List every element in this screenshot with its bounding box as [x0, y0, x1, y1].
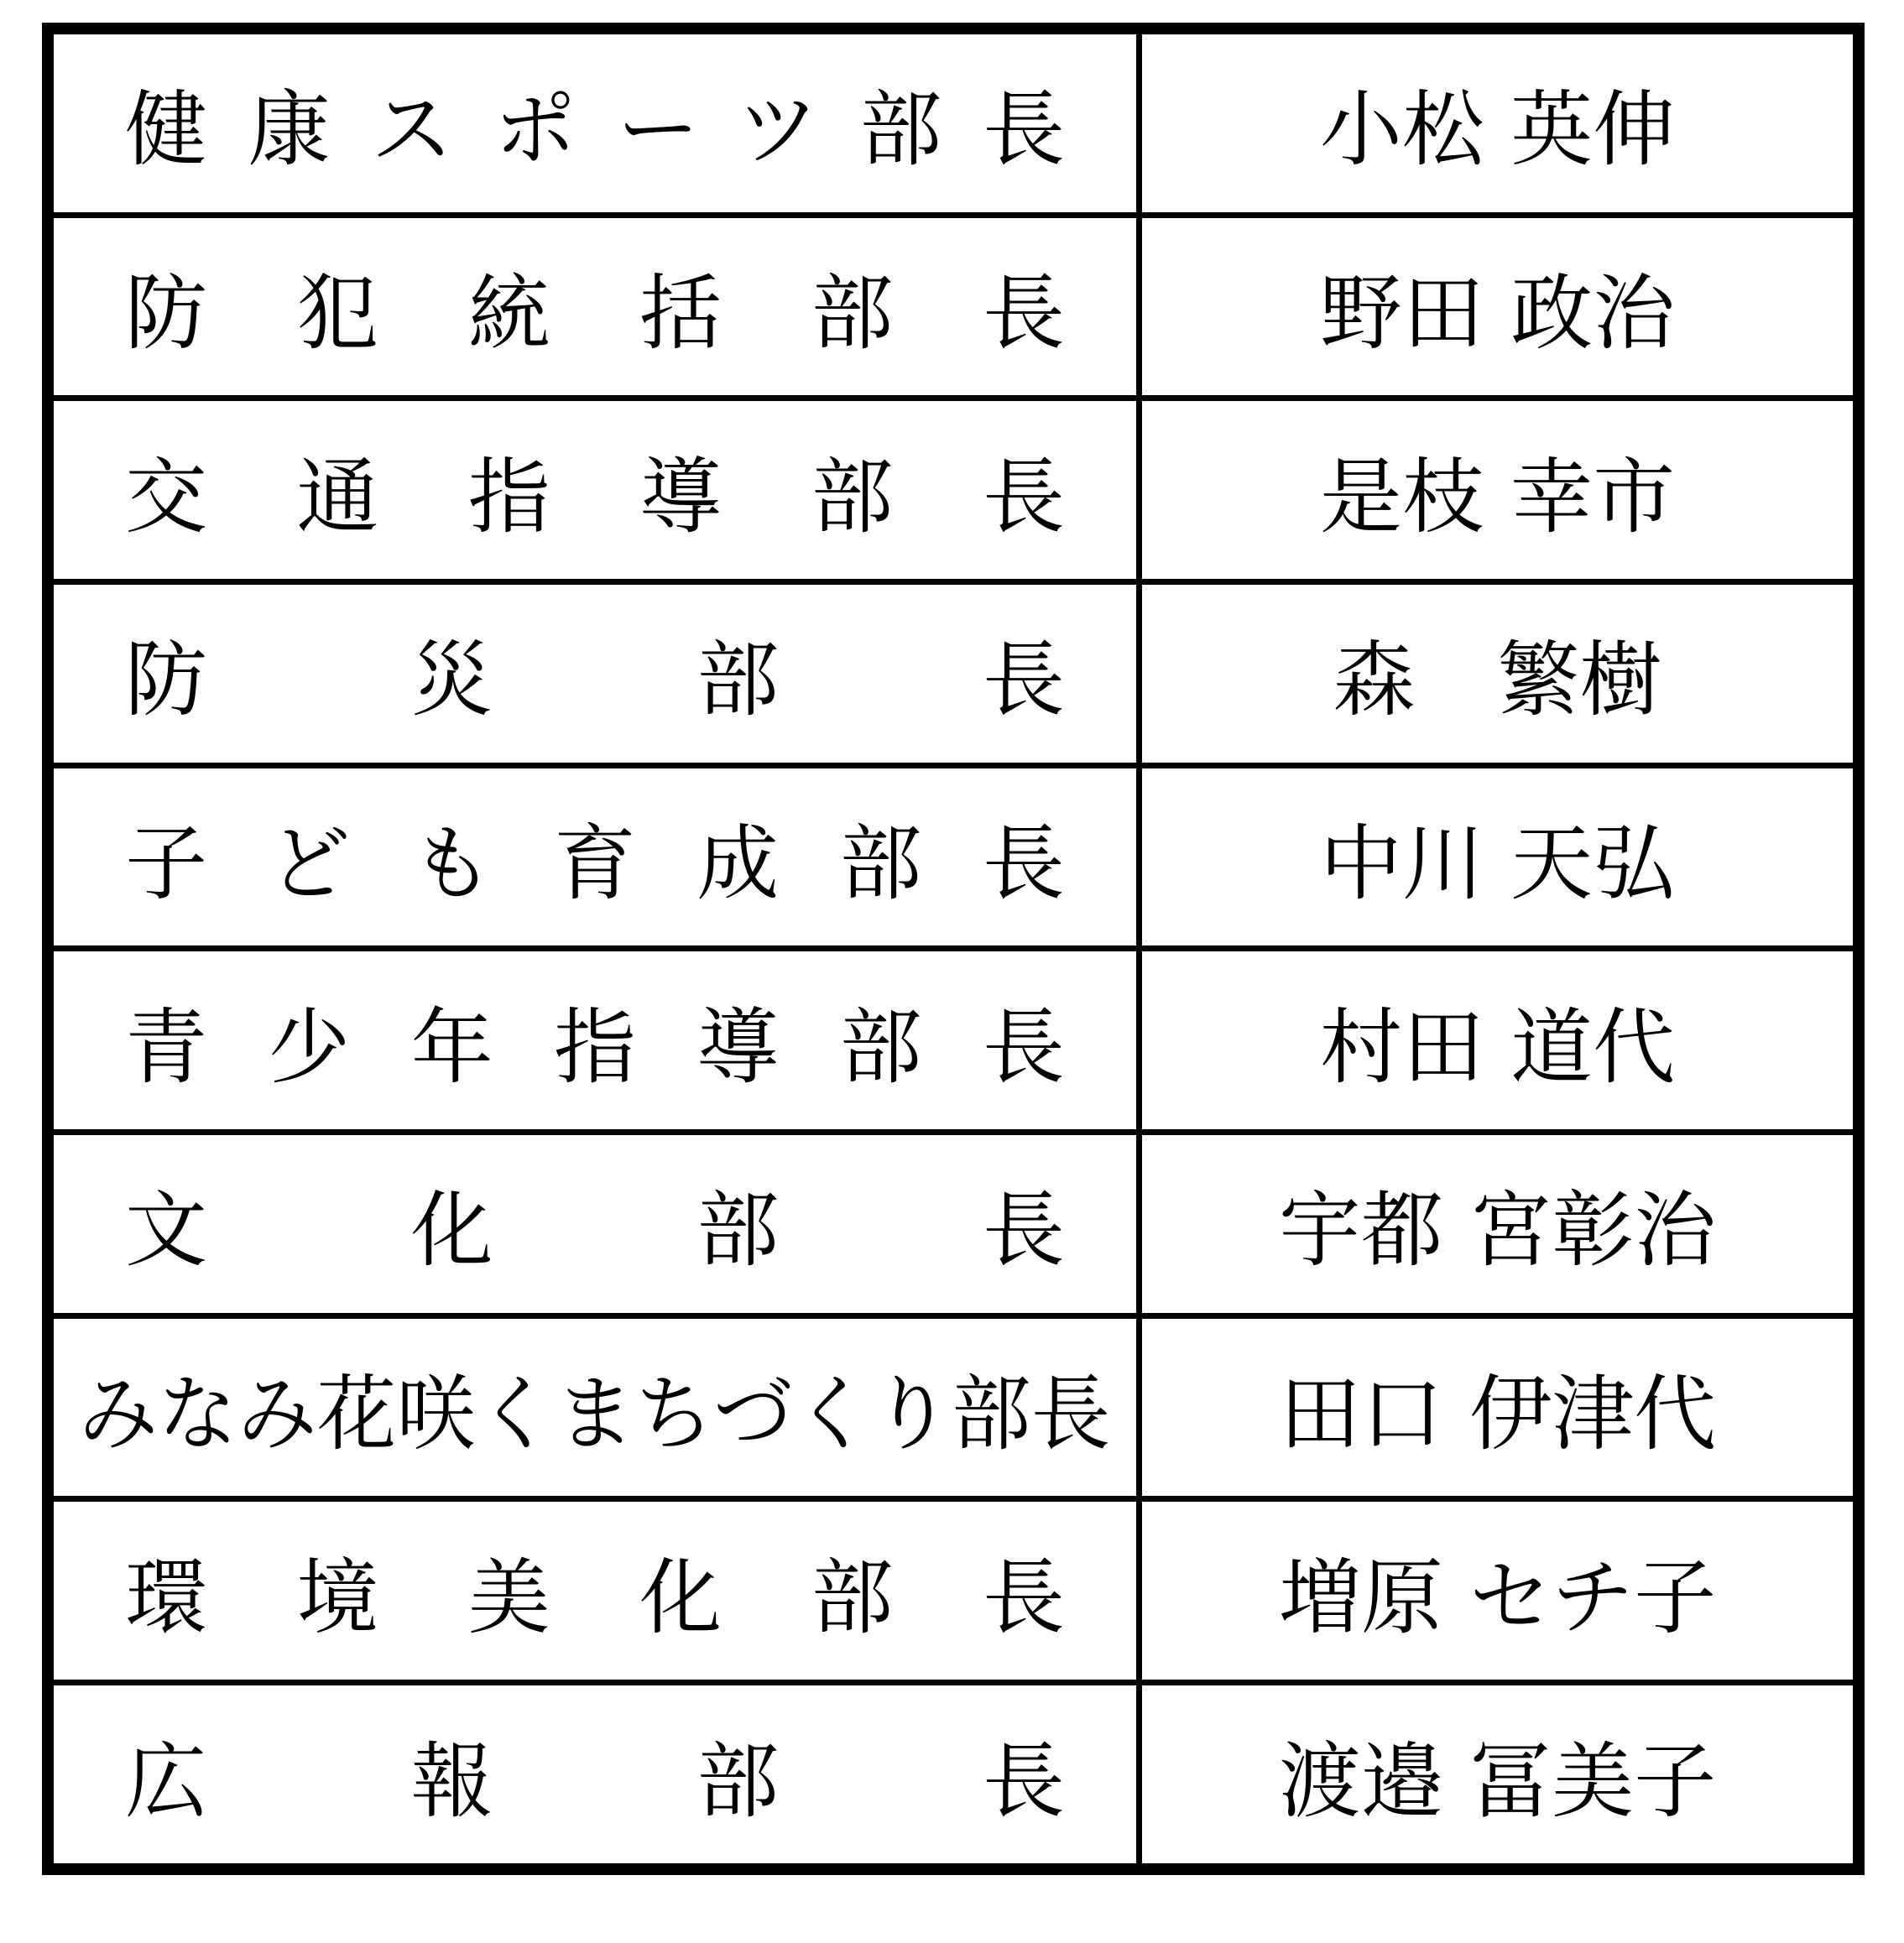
- name-cell: [1140, 765, 1860, 949]
- person-name: 中川 天弘: [1319, 816, 1676, 913]
- role-title: 環境美化部長: [124, 1550, 1155, 1646]
- table-row: [48, 1683, 1859, 1869]
- role-cell: [48, 1683, 1269, 1869]
- table-row: [48, 1315, 1859, 1499]
- table-row: [48, 582, 1859, 766]
- name-cell: [1140, 398, 1860, 582]
- role-title: 青少年指導部長: [125, 999, 1126, 1096]
- person-name: 是枝 幸市: [1319, 449, 1676, 545]
- role-title: 文化部長: [124, 1183, 1269, 1279]
- table-row: [48, 29, 1859, 215]
- person-name: 野田 政治: [1319, 266, 1676, 362]
- roster-table: [42, 23, 1865, 1875]
- person-name: 増原 セチ子: [1278, 1550, 1717, 1646]
- table-row: [48, 1499, 1859, 1683]
- table-row: [48, 398, 1859, 582]
- name-cell: [1140, 29, 1860, 215]
- name-cell: [1140, 949, 1860, 1133]
- role-cell: [48, 215, 1155, 398]
- person-name: 田口 伊津代: [1278, 1367, 1717, 1463]
- role-cell: [48, 398, 1155, 582]
- role-title: みなみ花咲くまちづくり部長: [79, 1367, 1111, 1463]
- role-title: 健康スポーツ部長: [124, 82, 1106, 179]
- role-cell: [48, 765, 1140, 949]
- role-cell: [48, 1499, 1155, 1683]
- person-name: 小松 英伸: [1319, 82, 1676, 179]
- role-title: 子ども育成部長: [125, 816, 1126, 913]
- person-name: 宇都 宮彰治: [1278, 1183, 1717, 1279]
- role-cell: [48, 949, 1140, 1133]
- person-name: 森 繁樹: [1333, 633, 1662, 729]
- person-name: 村田 道代: [1319, 999, 1676, 1096]
- role-cell: [48, 1133, 1269, 1316]
- table-row: [48, 1133, 1859, 1316]
- role-cell: [48, 582, 1269, 766]
- role-cell: [48, 29, 1140, 215]
- name-cell: [1140, 1499, 1860, 1683]
- table-row: [48, 215, 1859, 398]
- name-cell: [1140, 215, 1860, 398]
- role-title: 広報部長: [124, 1733, 1269, 1830]
- person-name: 渡邉 冨美子: [1278, 1733, 1717, 1830]
- role-title: 防災部長: [124, 633, 1269, 729]
- role-cell: [48, 1315, 1140, 1499]
- table-row: [48, 765, 1859, 949]
- role-title: 交通指導部長: [124, 449, 1155, 545]
- name-cell: [1140, 1315, 1860, 1499]
- table-row: [48, 949, 1859, 1133]
- role-title: 防犯統括部長: [124, 266, 1155, 362]
